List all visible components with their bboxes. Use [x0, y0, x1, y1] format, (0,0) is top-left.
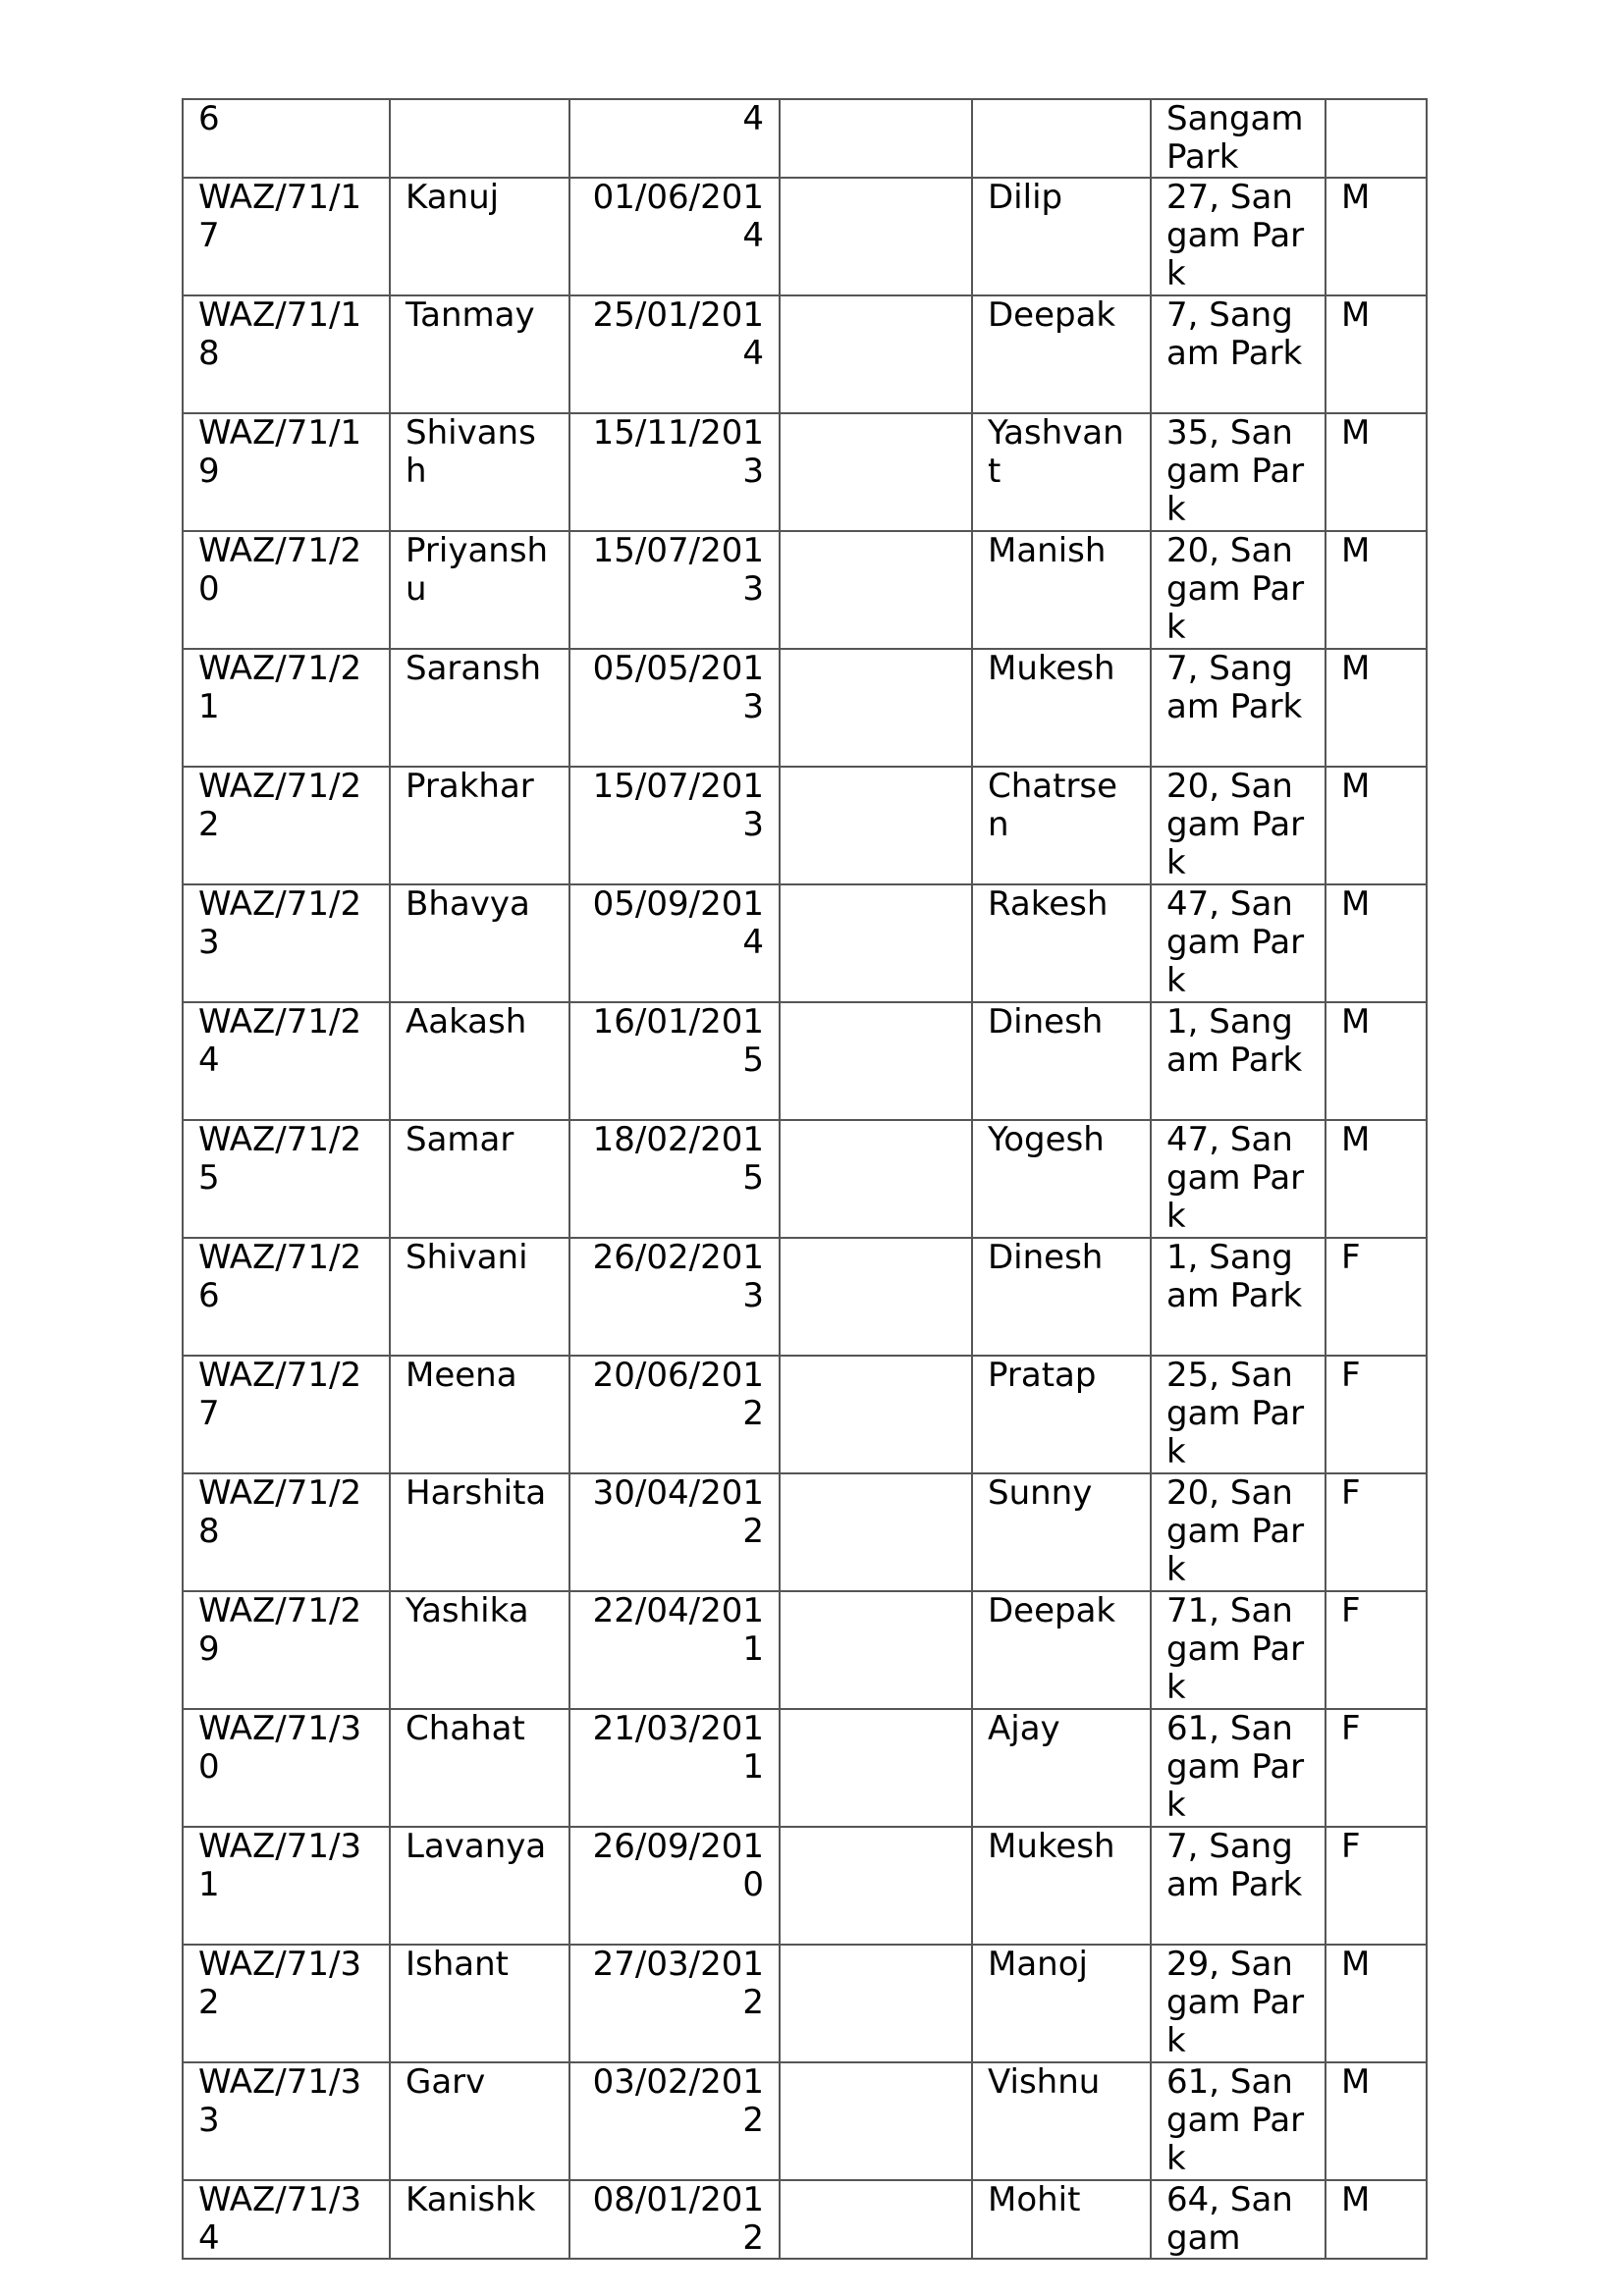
father-name-cell: Rakesh	[972, 884, 1151, 1002]
gender-cell: M	[1325, 531, 1427, 649]
empty-cell	[780, 1120, 972, 1238]
admission-number-cell: WAZ/71/21	[183, 649, 390, 767]
gender-cell: M	[1325, 1002, 1427, 1120]
father-name-cell: Deepak	[972, 1591, 1151, 1709]
table-row	[183, 531, 1427, 649]
address-cell: 64, Sangam	[1151, 2180, 1325, 2259]
gender-cell: M	[1325, 1120, 1427, 1238]
date-of-birth-cell: 05/09/2014	[569, 884, 780, 1002]
father-name-cell: Ajay	[972, 1709, 1151, 1827]
address-cell: 61, Sangam Park	[1151, 2062, 1325, 2180]
gender-cell: M	[1325, 649, 1427, 767]
student-name-cell: Saransh	[390, 649, 569, 767]
address-cell: 20, Sangam Park	[1151, 767, 1325, 884]
empty-cell	[780, 1709, 972, 1827]
date-of-birth-cell: 25/01/2014	[569, 295, 780, 413]
address-cell: 29, Sangam Park	[1151, 1945, 1325, 2062]
student-name-cell: Samar	[390, 1120, 569, 1238]
student-name-cell: Prakhar	[390, 767, 569, 884]
admission-number-cell: WAZ/71/34	[183, 2180, 390, 2259]
address-cell: 1, Sangam Park	[1151, 1002, 1325, 1120]
table-row	[183, 1827, 1427, 1945]
empty-cell	[780, 1827, 972, 1945]
empty-cell	[780, 2062, 972, 2180]
date-of-birth-cell: 27/03/2012	[569, 1945, 780, 2062]
table-row	[183, 99, 1427, 178]
father-name-cell: Dilip	[972, 178, 1151, 295]
table-row	[183, 1473, 1427, 1591]
admission-number-cell: WAZ/71/29	[183, 1591, 390, 1709]
address-cell: 71, Sangam Park	[1151, 1591, 1325, 1709]
table-row	[183, 649, 1427, 767]
address-cell: 1, Sangam Park	[1151, 1238, 1325, 1356]
father-name-cell: Deepak	[972, 295, 1151, 413]
student-name-cell: Ishant	[390, 1945, 569, 2062]
date-of-birth-cell: 05/05/2013	[569, 649, 780, 767]
empty-cell	[780, 295, 972, 413]
empty-cell	[780, 1473, 972, 1591]
table-row	[183, 178, 1427, 295]
table-row	[183, 2062, 1427, 2180]
address-cell: 20, Sangam Park	[1151, 531, 1325, 649]
empty-cell	[780, 649, 972, 767]
gender-cell	[1325, 99, 1427, 178]
table-row	[183, 1356, 1427, 1473]
student-name-cell: Kanuj	[390, 178, 569, 295]
address-cell: 25, Sangam Park	[1151, 1356, 1325, 1473]
table-row	[183, 1709, 1427, 1827]
gender-cell: M	[1325, 2062, 1427, 2180]
father-name-cell: Sunny	[972, 1473, 1151, 1591]
father-name-cell: Manish	[972, 531, 1151, 649]
empty-cell	[780, 1002, 972, 1120]
date-of-birth-cell: 22/04/2011	[569, 1591, 780, 1709]
empty-cell	[780, 1591, 972, 1709]
student-name-cell: Tanmay	[390, 295, 569, 413]
gender-cell: M	[1325, 767, 1427, 884]
address-cell: 20, Sangam Park	[1151, 1473, 1325, 1591]
gender-cell: F	[1325, 1591, 1427, 1709]
date-of-birth-cell: 16/01/2015	[569, 1002, 780, 1120]
table-row	[183, 1945, 1427, 2062]
date-of-birth-cell: 20/06/2012	[569, 1356, 780, 1473]
admission-number-cell: WAZ/71/19	[183, 413, 390, 531]
date-of-birth-cell: 30/04/2012	[569, 1473, 780, 1591]
empty-cell	[780, 99, 972, 178]
date-of-birth-cell: 26/02/2013	[569, 1238, 780, 1356]
admission-number-cell: WAZ/71/33	[183, 2062, 390, 2180]
admission-number-cell: WAZ/71/31	[183, 1827, 390, 1945]
father-name-cell: Vishnu	[972, 2062, 1151, 2180]
address-cell: 61, Sangam Park	[1151, 1709, 1325, 1827]
empty-cell	[780, 767, 972, 884]
gender-cell: M	[1325, 884, 1427, 1002]
date-of-birth-cell: 26/09/2010	[569, 1827, 780, 1945]
date-of-birth-cell: 4	[569, 99, 780, 178]
address-cell: 7, Sangam Park	[1151, 295, 1325, 413]
table-row	[183, 1120, 1427, 1238]
empty-cell	[780, 2180, 972, 2259]
student-name-cell: Shivansh	[390, 413, 569, 531]
student-name-cell	[390, 99, 569, 178]
empty-cell	[780, 1945, 972, 2062]
admission-number-cell: WAZ/71/22	[183, 767, 390, 884]
admission-number-cell: WAZ/71/27	[183, 1356, 390, 1473]
student-name-cell: Shivani	[390, 1238, 569, 1356]
admission-number-cell: WAZ/71/28	[183, 1473, 390, 1591]
table-row	[183, 1002, 1427, 1120]
student-name-cell: Harshita	[390, 1473, 569, 1591]
student-register-table	[182, 98, 1428, 2260]
date-of-birth-cell: 18/02/2015	[569, 1120, 780, 1238]
father-name-cell: Mohit	[972, 2180, 1151, 2259]
admission-number-cell: WAZ/71/24	[183, 1002, 390, 1120]
admission-number-cell: WAZ/71/32	[183, 1945, 390, 2062]
father-name-cell: Yogesh	[972, 1120, 1151, 1238]
empty-cell	[780, 531, 972, 649]
address-cell: 7, Sangam Park	[1151, 1827, 1325, 1945]
student-name-cell: Bhavya	[390, 884, 569, 1002]
student-name-cell: Priyanshu	[390, 531, 569, 649]
father-name-cell: Mukesh	[972, 1827, 1151, 1945]
student-name-cell: Chahat	[390, 1709, 569, 1827]
date-of-birth-cell: 15/07/2013	[569, 531, 780, 649]
gender-cell: M	[1325, 2180, 1427, 2259]
empty-cell	[780, 413, 972, 531]
table-row	[183, 767, 1427, 884]
admission-number-cell: WAZ/71/25	[183, 1120, 390, 1238]
address-cell: 7, Sangam Park	[1151, 649, 1325, 767]
date-of-birth-cell: 08/01/2012	[569, 2180, 780, 2259]
gender-cell: M	[1325, 413, 1427, 531]
admission-number-cell: WAZ/71/23	[183, 884, 390, 1002]
admission-number-cell: 6	[183, 99, 390, 178]
gender-cell: F	[1325, 1356, 1427, 1473]
admission-number-cell: WAZ/71/18	[183, 295, 390, 413]
admission-number-cell: WAZ/71/17	[183, 178, 390, 295]
table-row	[183, 1238, 1427, 1356]
student-name-cell: Yashika	[390, 1591, 569, 1709]
table-row	[183, 295, 1427, 413]
address-cell: 47, Sangam Park	[1151, 1120, 1325, 1238]
student-name-cell: Garv	[390, 2062, 569, 2180]
student-name-cell: Lavanya	[390, 1827, 569, 1945]
admission-number-cell: WAZ/71/26	[183, 1238, 390, 1356]
date-of-birth-cell: 15/07/2013	[569, 767, 780, 884]
gender-cell: M	[1325, 295, 1427, 413]
date-of-birth-cell: 01/06/2014	[569, 178, 780, 295]
address-cell: 27, Sangam Park	[1151, 178, 1325, 295]
student-name-cell: Aakash	[390, 1002, 569, 1120]
table-row	[183, 884, 1427, 1002]
student-name-cell: Meena	[390, 1356, 569, 1473]
empty-cell	[780, 1238, 972, 1356]
father-name-cell: Chatrsen	[972, 767, 1151, 884]
date-of-birth-cell: 21/03/2011	[569, 1709, 780, 1827]
student-name-cell: Kanishk	[390, 2180, 569, 2259]
father-name-cell: Mukesh	[972, 649, 1151, 767]
gender-cell: F	[1325, 1709, 1427, 1827]
table-row	[183, 413, 1427, 531]
admission-number-cell: WAZ/71/20	[183, 531, 390, 649]
father-name-cell	[972, 99, 1151, 178]
father-name-cell: Pratap	[972, 1356, 1151, 1473]
empty-cell	[780, 178, 972, 295]
gender-cell: F	[1325, 1238, 1427, 1356]
table-row	[183, 2180, 1427, 2259]
father-name-cell: Dinesh	[972, 1238, 1151, 1356]
empty-cell	[780, 884, 972, 1002]
table-body	[183, 99, 1427, 2259]
date-of-birth-cell: 03/02/2012	[569, 2062, 780, 2180]
address-cell: Sangam Park	[1151, 99, 1325, 178]
table-row	[183, 1591, 1427, 1709]
empty-cell	[780, 1356, 972, 1473]
gender-cell: M	[1325, 178, 1427, 295]
date-of-birth-cell: 15/11/2013	[569, 413, 780, 531]
address-cell: 35, Sangam Park	[1151, 413, 1325, 531]
address-cell: 47, Sangam Park	[1151, 884, 1325, 1002]
father-name-cell: Yashvant	[972, 413, 1151, 531]
father-name-cell: Dinesh	[972, 1002, 1151, 1120]
father-name-cell: Manoj	[972, 1945, 1151, 2062]
admission-number-cell: WAZ/71/30	[183, 1709, 390, 1827]
gender-cell: F	[1325, 1827, 1427, 1945]
gender-cell: F	[1325, 1473, 1427, 1591]
gender-cell: M	[1325, 1945, 1427, 2062]
